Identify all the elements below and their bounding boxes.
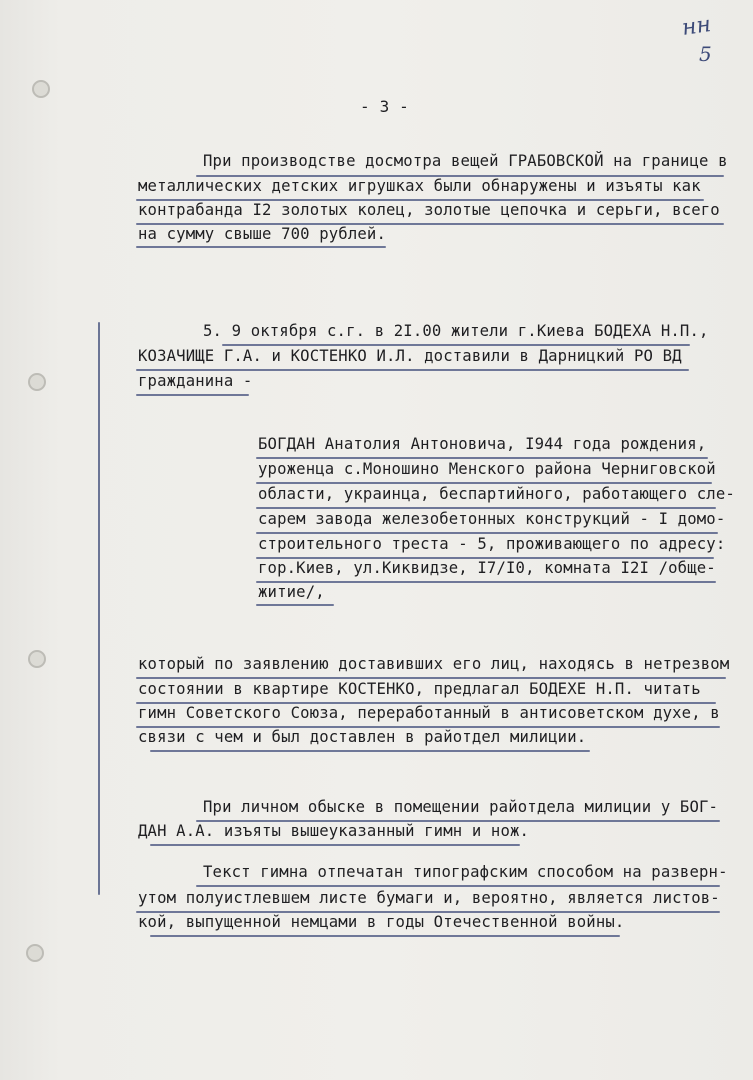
text-line: на сумму свыше 700 рублей. <box>138 225 386 243</box>
text-line: При производстве досмотра вещей ГРАБОВСКОЙ на границе в <box>203 152 728 170</box>
pencil-underline <box>150 750 590 752</box>
text-line: состоянии в квартире КОСТЕНКО, предлагал БОДЕХЕ Н.П. читать <box>138 680 701 698</box>
text-line: гимн Советского Союза, переработанный в антисоветском духе, в <box>138 704 720 722</box>
pencil-underline <box>136 223 724 225</box>
punch-hole <box>32 80 50 98</box>
pencil-underline <box>136 369 689 371</box>
punch-hole <box>28 650 46 668</box>
text-line: сарем завода железобетонных конструкций - I домо- <box>258 510 726 528</box>
text-line: ДАН А.А. изъяты вышеуказанный гимн и нож. <box>138 822 530 840</box>
pencil-underline <box>256 532 718 534</box>
text-line: БОГДАН Анатолия Антоновича, I944 года рождения, <box>258 435 707 453</box>
pencil-underline <box>196 175 724 177</box>
pencil-underline <box>256 482 712 484</box>
punch-hole <box>26 944 44 962</box>
pencil-underline <box>256 604 334 606</box>
text-line: кой, выпущенной немцами в годы Отечественной войны. <box>138 913 625 931</box>
text-line: строительного треста - 5, проживающего по адресу: <box>258 535 726 553</box>
pencil-underline <box>136 246 386 248</box>
pencil-underline <box>256 507 716 509</box>
pencil-underline <box>196 820 720 822</box>
pencil-underline <box>136 702 716 704</box>
text-line: житие/, <box>258 583 325 601</box>
pencil-underline <box>136 677 726 679</box>
text-line: который по заявлению доставивших его лиц, находясь в нетрезвом <box>138 655 730 673</box>
text-line: связи с чем и был доставлен в райотдел милиции. <box>138 728 587 746</box>
text-line: области, украинца, беспартийного, работающего сле- <box>258 485 735 503</box>
page-number: - 3 - <box>360 97 409 116</box>
text-line: гор.Киев, ул.Киквидзе, I7/I0, комната I2I /обще- <box>258 559 716 577</box>
text-line: гражданина - <box>138 372 253 390</box>
punch-hole <box>28 373 46 391</box>
pencil-underline <box>196 885 720 887</box>
pencil-underline <box>222 344 690 346</box>
pencil-underline <box>150 844 520 846</box>
margin-vertical-line <box>98 322 100 895</box>
text-line: КОЗАЧИЩЕ Г.А. и КОСТЕНКО И.Л. доставили в Дарницкий РО ВД <box>138 347 682 365</box>
pencil-underline <box>136 726 720 728</box>
pencil-underline <box>256 581 716 583</box>
text-line: металлических детских игрушках были обнаружены и изъяты как <box>138 177 701 195</box>
pencil-underline <box>136 911 720 913</box>
pencil-underline <box>136 199 704 201</box>
text-line: уроженца с.Моношино Менского района Черниговской <box>258 460 716 478</box>
text-line: Текст гимна отпечатан типографским способом на разверн- <box>203 863 728 881</box>
pencil-underline <box>150 935 620 937</box>
text-line: утом полуистлевшем листе бумаги и, вероятно, является листов- <box>138 889 720 907</box>
text-line: контрабанда I2 золотых колец, золотые цепочка и серьги, всего <box>138 201 720 219</box>
pencil-underline <box>136 394 249 396</box>
handwritten-mark: нн <box>680 12 713 41</box>
text-line: 5. 9 октября с.г. в 2I.00 жители г.Киева БОДЕХА Н.П., <box>203 322 709 340</box>
handwritten-page-number: 5 <box>699 42 712 66</box>
pencil-underline <box>256 457 708 459</box>
pencil-underline <box>256 557 714 559</box>
text-line: При личном обыске в помещении райотдела милиции у БОГ- <box>203 798 719 816</box>
